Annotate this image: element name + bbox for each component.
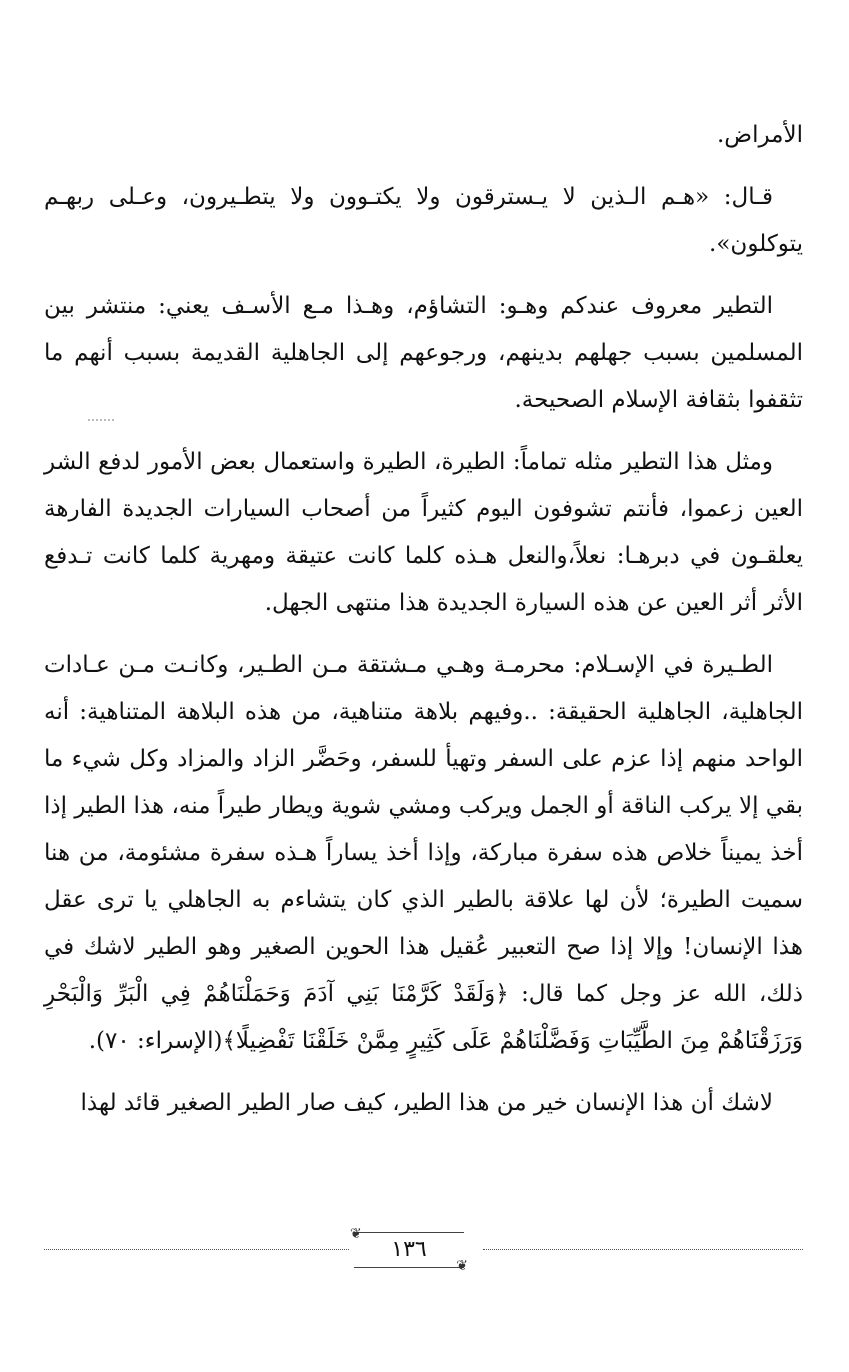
footer-rule-right [483,1249,803,1250]
paragraph-1: الأمراض. [716,122,803,148]
paragraph-5-text: الطـيرة في الإسـلام: محرمـة وهـي مـشتقة مـن الطـير، وكانـت مـن عـادات الجاهلية، الجاهلية الحقيقة: ..وفيهم بلاهة متناهية، من هذه البلاهة المتناهية: أنه الواحد منهم إذا عزم على السفر وتهيأ للسفر، وحَضَّر الزاد والمزاد وكل شيء ما بقي إلا يركب الناقة أو الجمل ويركب ومشي شوية ويطار طيراً منه، هذا الطير إذا أخذ يميناً خلاص هذه سفرة مباركة، وإذا أخذ يساراً هـذه سفرة مشئومة، من هنا سميت الطيرة؛ لأن لها علاقة بالطير الذي كان يتشاءم به الجاهلي يا ترى عقل هذا الإنسان! وإلا إذا صح التعبير عُقيل هذا الحوين الصغير وهو الطير لاشك في ذلك، الله عز وجل كما قال: [44,652,803,1007]
paragraph-2: قـال: «هـم الـذين لا يـسترقون ولا يكتـوون ولا يتطـيرون، وعـلى ربهـم يتوكلون». [44,184,803,257]
page-number: ١٣٦ [391,1237,427,1262]
page-footer [44,1226,803,1274]
ornament-icon: ❦ [350,1226,362,1242]
paragraph-5 [44,642,803,1065]
faint-mark [88,419,114,421]
paragraph-3: التطير معروف عندكم وهـو: التشاؤم، وهـذا مـع الأسـف يعني: منتشر بين المسلمين بسبب جهلهم بدينهم، ورجوعهم إلى الجاهلية القديمة بسبب أنهم ما تثقفوا بثقافة الإسلام الصحيحة. [44,293,803,413]
paragraph-4: ومثل هذا التطير مثله تماماً: الطيرة، الطيرة واستعمال بعض الأمور لدفع الشر العين زعموا، فأنتم تشوفون اليوم كثيراً من أصحاب السيارات الجديدة الفارهة يعلقـون في دبرهـا: نعلاً،والنعل هـذه كلما كانت عتيقة ومهرية كلما كانت تـدفع الأثر أثر العين عن هذه السيارة الجديدة هذا منتهى الجهل. [44,449,803,616]
paragraph-6: لاشك أن هذا الإنسان خير من هذا الطير، كيف صار الطير الصغير قائد لهذا [80,1090,773,1116]
body-text [44,112,803,1142]
footer-rule-left [44,1249,349,1250]
page-number-frame [350,1226,468,1274]
ornament-icon: ❦ [456,1258,468,1274]
quran-reference: (الإسراء: ٧٠). [88,1028,223,1054]
quran-verse: ﴿وَلَقَدْ كَرَّمْنَا بَنِي آدَمَ وَحَمَلْنَاهُمْ فِي الْبَرِّ وَالْبَحْرِ وَرَزَقْنَاهُمْ مِنَ الطَّيِّبَاتِ وَفَضَّلْنَاهُمْ عَلَى كَثِيرٍ مِمَّنْ خَلَقْنَا تَفْضِيلًا﴾ [44,981,803,1054]
